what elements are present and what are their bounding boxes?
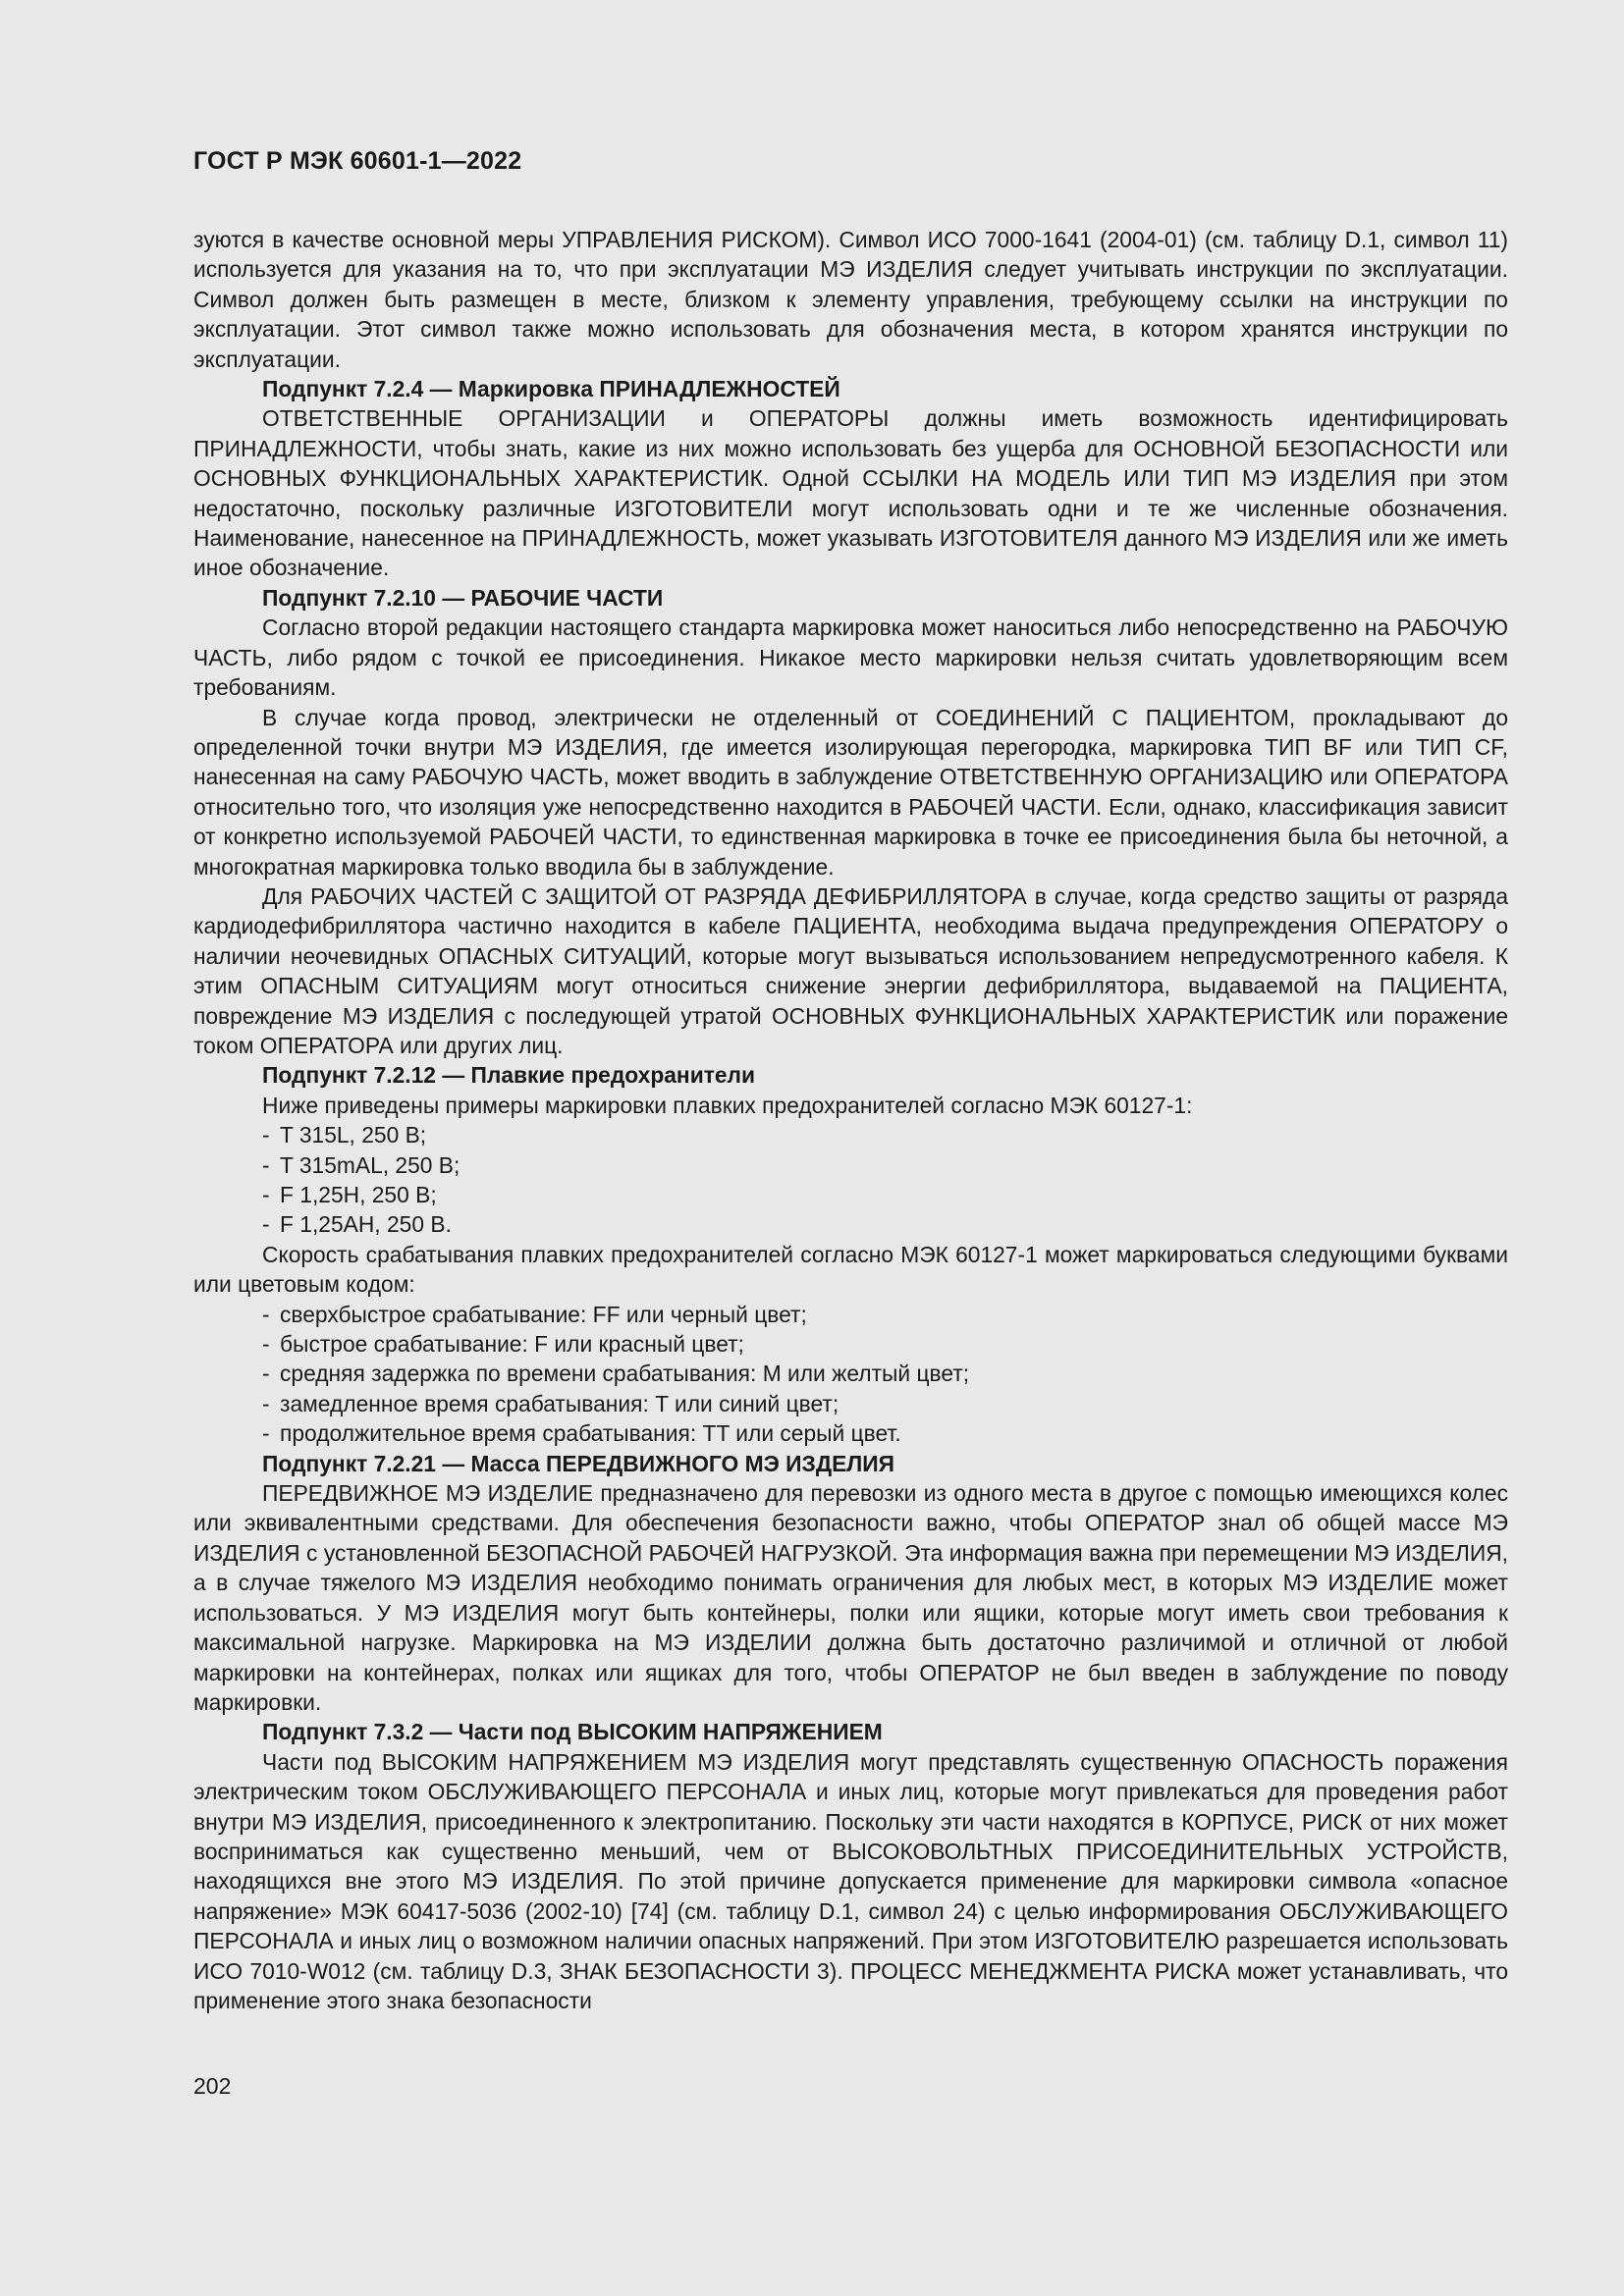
page-number: 202 [193, 2073, 232, 2099]
paragraph-7-2-10-a: Согласно второй редакции настоящего стандарта маркировка может наноситься либо непосредственно на РАБОЧУЮ ЧАСТЬ, либо рядом с точкой ее присоединения. Никакое место маркировки нельзя считать удовлетворяющим всем требованиям. [193, 614, 1508, 701]
paragraph-7-2-10-c: Для РАБОЧИХ ЧАСТЕЙ С ЗАЩИТОЙ ОТ РАЗРЯДА ДЕФИБРИЛЛЯТОРА в случае, когда средство защиты от разряда кардиодефибриллятора частично находится в кабеле ПАЦИЕНТА, необходима выдача предупреждения ОПЕРАТОРУ о наличии неочевидных ОПАСНЫХ СИТУАЦИЙ, которые могут вызываться использованием непредусмотренного кабеля. К этим ОПАСНЫМ СИТУАЦИЯМ могут относиться снижение энергии дефибриллятора, выдаваемой на ПАЦИЕНТА, повреждение МЭ ИЗДЕЛИЯ с последующей утратой ОСНОВНЫХ ФУНКЦИОНАЛЬНЫХ ХАРАКТЕРИСТИК или поражение током ОПЕРАТОРА или других лиц. [193, 882, 1508, 1058]
fuse-marking-examples-list [193, 1120, 1508, 1240]
list-item: - F 1,25AH, 250 B. [193, 1209, 1508, 1239]
list-item: - быстрое срабатывание: F или красный цвет; [193, 1329, 1508, 1359]
list-item: - F 1,25H, 250 B; [193, 1180, 1508, 1209]
document-header: ГОСТ Р МЭК 60601-1—2022 [193, 147, 522, 175]
list-item: - замедленное время срабатывания: T или синий цвет; [193, 1389, 1508, 1418]
subsection-heading-7-2-12: Подпункт 7.2.12 — Плавкие предохранители [262, 1062, 756, 1089]
subsection-heading-7-2-10: Подпункт 7.2.10 — РАБОЧИЕ ЧАСТИ [262, 584, 664, 611]
paragraph-7-2-12-a: Ниже приведены примеры маркировки плавких предохранителей согласно МЭК 60127-1: [262, 1092, 1193, 1118]
paragraph-7-3-2: Части под ВЫСОКИМ НАПРЯЖЕНИЕМ МЭ ИЗДЕЛИЯ могут представлять существенную ОПАСНОСТЬ поражения электрическим током ОБСЛУЖИВАЮЩЕГО ПЕРСОНАЛА и иных лиц, которые могут привлекаться для проведения работ внутри МЭ ИЗДЕЛИЯ, присоединенного к электропитанию. Поскольку эти части находятся в КОРПУСЕ, РИСК от них может восприниматься как существенно меньший, чем от ВЫСОКОВОЛЬТНЫХ ПРИСОЕДИНИТЕЛЬНЫХ УСТРОЙСТВ, находящихся вне этого МЭ ИЗДЕЛИЯ. По этой причине допускается применение для маркировки символа «опасное напряжение» МЭК 60417-5036 (2002-10) [74] (см. таблицу D.1, символ 24) с целью информирования ОБСЛУЖИВАЮЩЕГО ПЕРСОНАЛА и иных лиц о возможном наличии опасных напряжений. При этом ИЗГОТОВИТЕЛЮ разрешается использовать ИСО 7010-W012 (см. таблицу D.3, ЗНАК БЕЗОПАСНОСТИ 3). ПРОЦЕСС МЕНЕДЖМЕНТА РИСКА может устанавливать, что применение этого знака безопасности [193, 1748, 1508, 2013]
list-item: - T 315L, 250 B; [193, 1120, 1508, 1149]
paragraph-7-2-10-b: В случае когда провод, электрически не отделенный от СОЕДИНЕНИЙ С ПАЦИЕНТОМ, прокладывают до определенной точки внутри МЭ ИЗДЕЛИЯ, где имеется изолирующая перегородка, маркировка ТИП BF или ТИП CF, нанесенная на саму РАБОЧУЮ ЧАСТЬ, может вводить в заблуждение ОТВЕТСТВЕННУЮ ОРГАНИЗАЦИЮ или ОПЕРАТОРА относительно того, что изоляция уже непосредственно находится в РАБОЧЕЙ ЧАСТИ. Если, однако, классификация зависит от конкретно используемой РАБОЧЕЙ ЧАСТИ, то единственная маркировка в точке ее присоединения была бы неточной, а многократная маркировка только вводила бы в заблуждение. [193, 704, 1508, 880]
list-item: - средняя задержка по времени срабатывания: M или желтый цвет; [193, 1359, 1508, 1388]
list-item: - сверхбыстрое срабатывание: FF или черный цвет; [193, 1300, 1508, 1329]
paragraph-7-2-12-b: Скорость срабатывания плавких предохранителей согласно МЭК 60127-1 может маркироваться следующими буквами или цветовым кодом: [193, 1241, 1508, 1298]
paragraph-7-2-21: ПЕРЕДВИЖНОЕ МЭ ИЗДЕЛИЕ предназначено для перевозки из одного места в другое с помощью имеющихся колес или эквивалентными средствами. Для обеспечения безопасности важно, чтобы ОПЕРАТОР знал об общей массе МЭ ИЗДЕЛИЯ с установленной БЕЗОПАСНОЙ РАБОЧЕЙ НАГРУЗКОЙ. Эта информация важна при перемещении МЭ ИЗДЕЛИЯ, а в случае тяжелого МЭ ИЗДЕЛИЯ необходимо понимать ограничения для любых мест, в которых МЭ ИЗДЕЛИЕ может использоваться. У МЭ ИЗДЕЛИЯ могут быть контейнеры, полки или ящики, которые могут иметь свои требования к максимальной нагрузке. Маркировка на МЭ ИЗДЕЛИИ должна быть достаточно различимой и отличной от любой маркировки на контейнерах, полках или ящиках для того, чтобы ОПЕРАТОР не был введен в заблуждение по поводу маркировки. [193, 1480, 1508, 1715]
paragraph-intro: зуются в качестве основной меры УПРАВЛЕНИЯ РИСКОМ). Символ ИСО 7000-1641 (2004-01) (см. таблицу D.1, символ 11) используется для указания на то, что при эксплуатации МЭ ИЗДЕЛИЯ следует учитывать инструкции по эксплуатации. Символ должен быть размещен в месте, близком к элементу управления, требующему ссылки на инструкции по эксплуатации. Этот символ также можно использовать для обозначения места, в котором хранятся инструкции по эксплуатации. [193, 227, 1508, 372]
list-item: - T 315mAL, 250 B; [193, 1150, 1508, 1180]
list-item: - продолжительное время срабатывания: TT или серый цвет. [193, 1418, 1508, 1448]
subsection-heading-7-2-21: Подпункт 7.2.21 — Масса ПЕРЕДВИЖНОГО МЭ ИЗДЕЛИЯ [262, 1450, 895, 1476]
subsection-heading-7-3-2: Подпункт 7.3.2 — Части под ВЫСОКИМ НАПРЯЖЕНИЕМ [262, 1719, 883, 1745]
document-body [193, 225, 1508, 2015]
fuse-speed-codes-list [193, 1300, 1508, 1449]
paragraph-7-2-4: ОТВЕТСТВЕННЫЕ ОРГАНИЗАЦИИ и ОПЕРАТОРЫ должны иметь возможность идентифицировать ПРИНАДЛЕЖНОСТИ, чтобы знать, какие из них можно использовать без ущерба для ОСНОВНОЙ БЕЗОПАСНОСТИ или ОСНОВНЫХ ФУНКЦИОНАЛЬНЫХ ХАРАКТЕРИСТИК. Одной ССЫЛКИ НА МОДЕЛЬ ИЛИ ТИП МЭ ИЗДЕЛИЯ при этом недостаточно, поскольку различные ИЗГОТОВИТЕЛИ могут использовать одни и те же численные обозначения. Наименование, нанесенное на ПРИНАДЛЕЖНОСТЬ, может указывать ИЗГОТОВИТЕЛЯ данного МЭ ИЗДЕЛИЯ или же иметь иное обозначение. [193, 405, 1508, 581]
subsection-heading-7-2-4: Подпункт 7.2.4 — Маркировка ПРИНАДЛЕЖНОСТЕЙ [262, 376, 840, 402]
